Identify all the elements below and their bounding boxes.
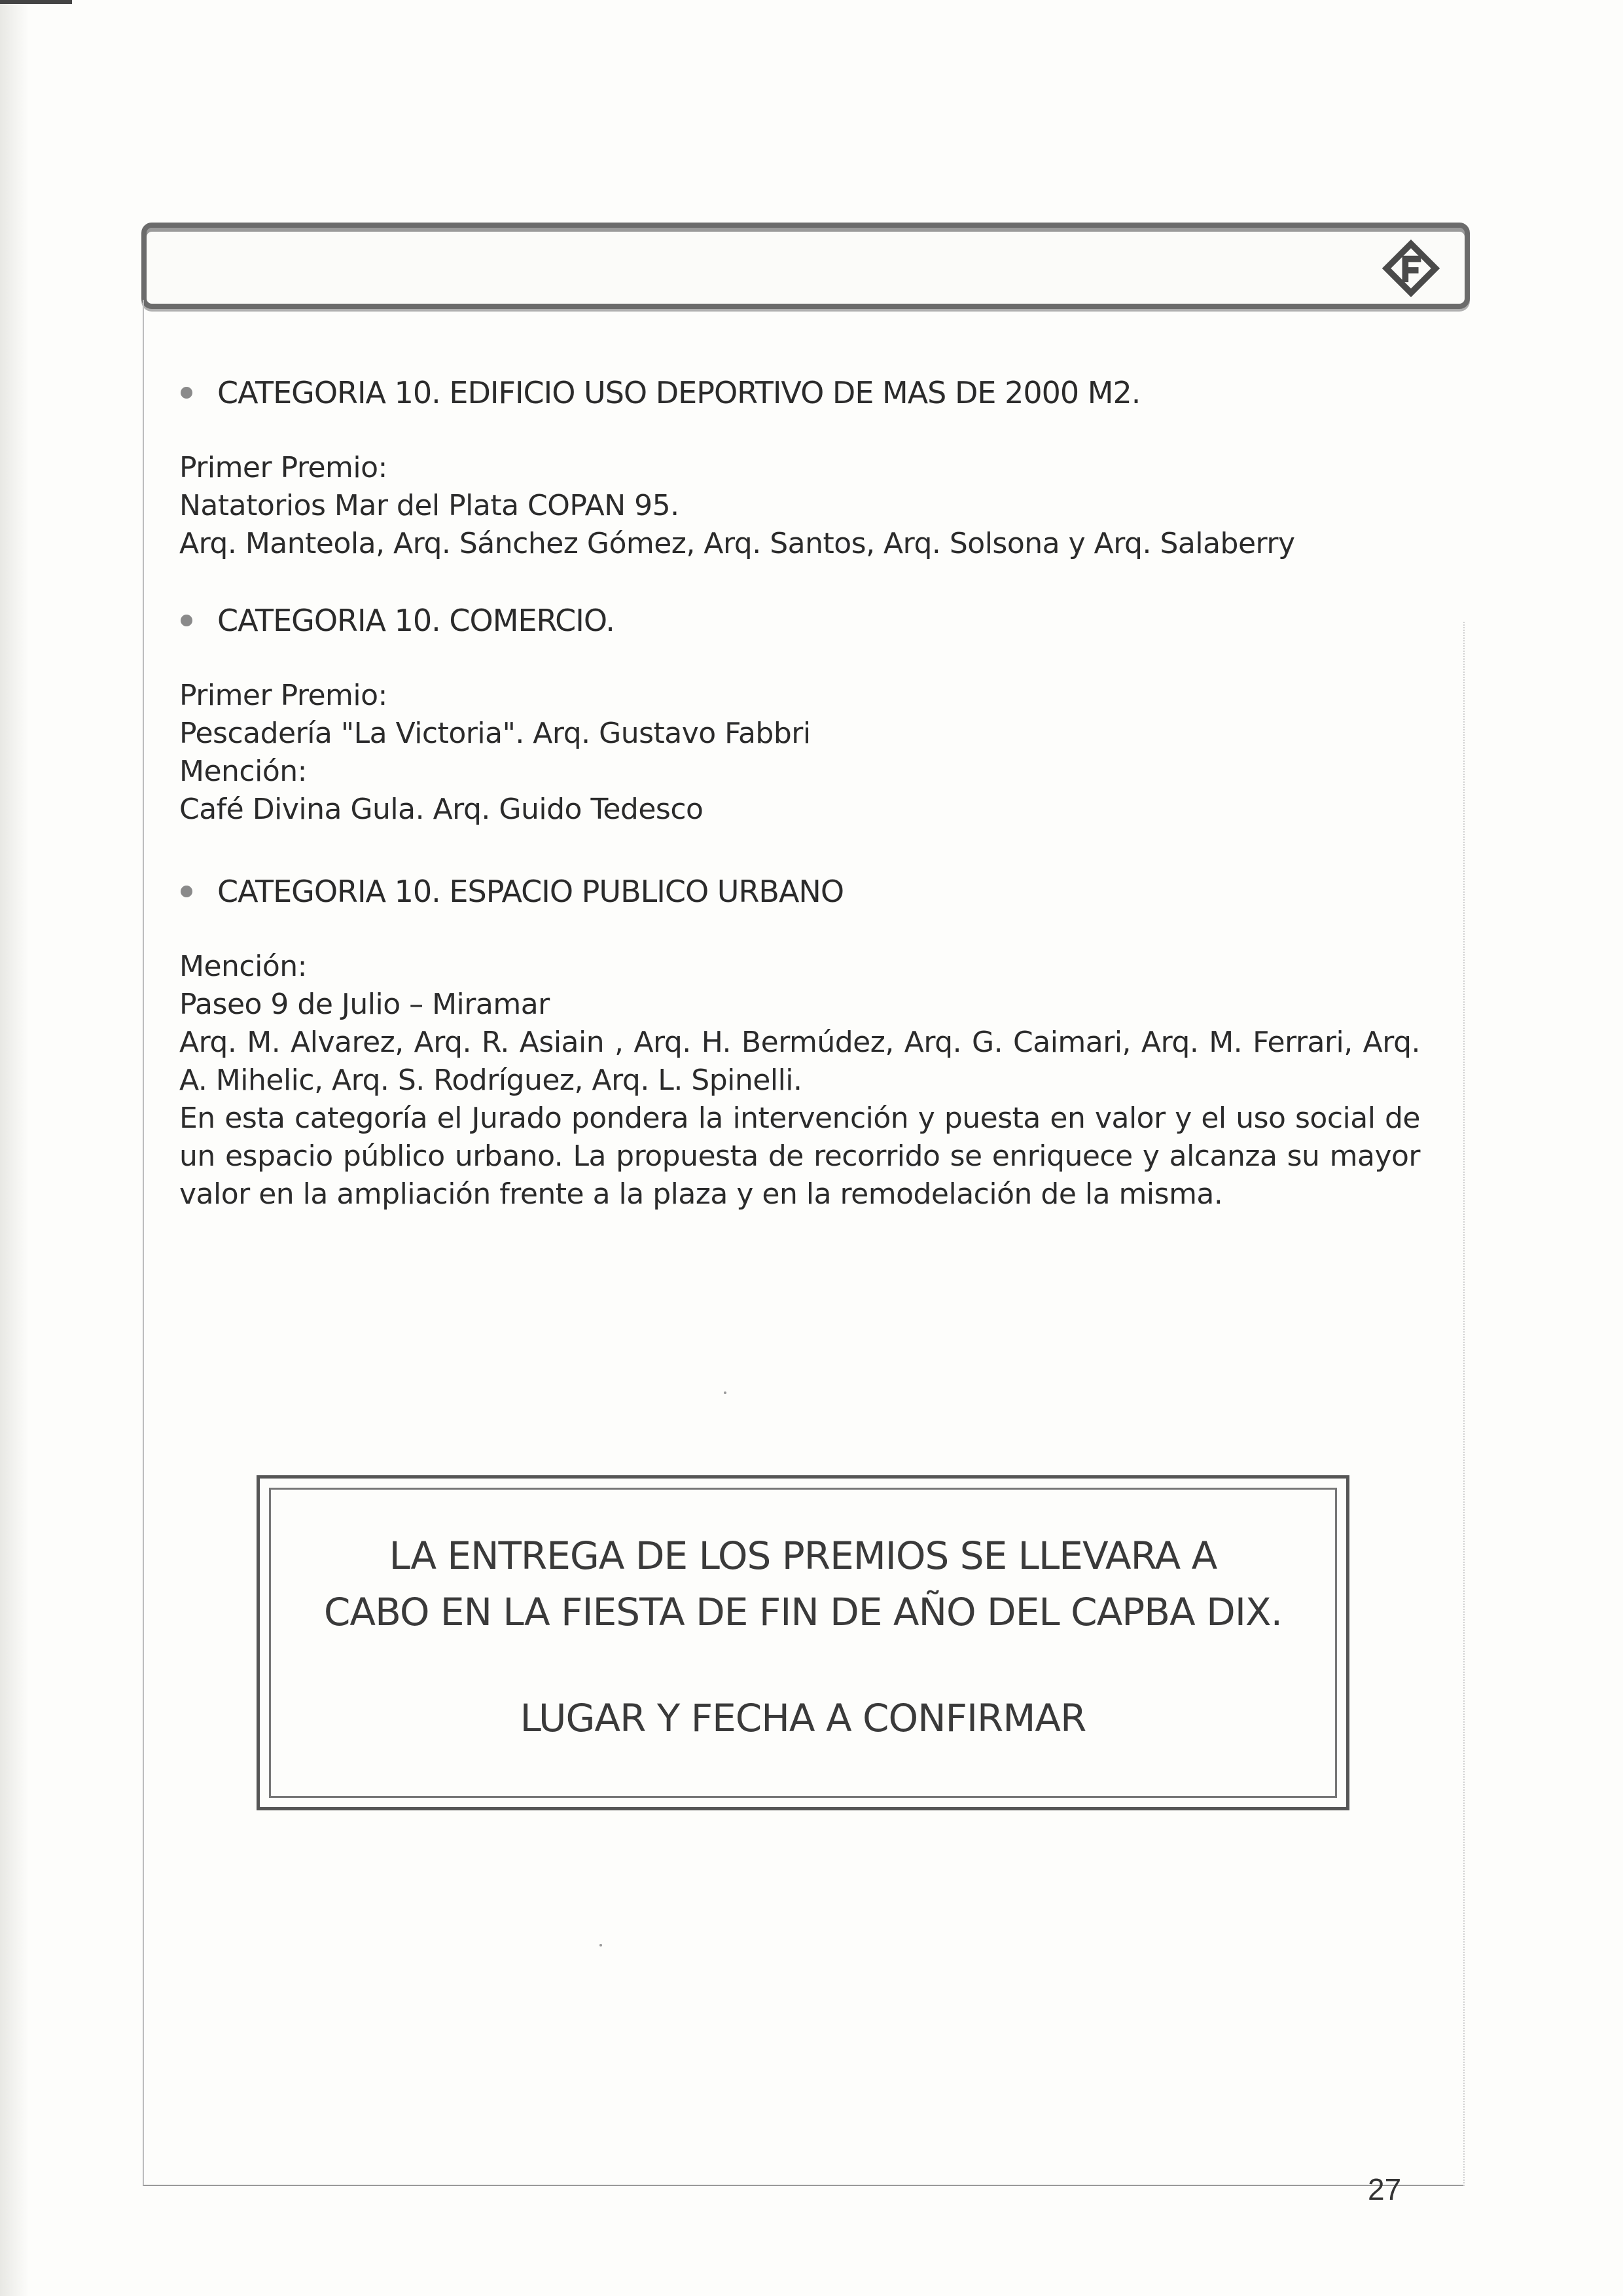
page-number: 27	[1368, 2172, 1402, 2206]
bullet-icon	[181, 387, 192, 399]
heading-text: CATEGORIA 10. EDIFICIO USO DEPORTIVO DE MAS DE 2000 M2.	[217, 375, 1141, 410]
notice-line-1: LA ENTREGA DE LOS PREMIOS SE LLEVARA A	[389, 1534, 1217, 1578]
frame-right-edge	[1463, 622, 1466, 2186]
project-name: Paseo 9 de Julio – Miramar	[179, 988, 550, 1021]
architects-list: Arq. M. Alvarez, Arq. R. Asiain , Arq. H. Bermúdez, Arq. G. Caimari, Arq. M. Ferrari, Arq. A. Mihelic, Arq. S. Rodríguez, Arq. L. Spinelli.	[179, 1026, 1420, 1097]
page-edge-shadow	[0, 0, 29, 2296]
award-label: Mención:	[179, 755, 307, 788]
project-name: Café Divina Gula. Arq. Guido Tedesco	[179, 793, 704, 826]
award-label: Primer Premio:	[179, 451, 387, 484]
page-corner-mark	[0, 0, 72, 4]
architects-list: Arq. Manteola, Arq. Sánchez Gómez, Arq. Santos, Arq. Solsona y Arq. Salaberry	[179, 527, 1295, 560]
award-label: Primer Premio:	[179, 679, 387, 712]
capba-logo-icon	[1380, 237, 1442, 300]
section-heading	[179, 373, 1423, 412]
section-deportivo	[179, 373, 1423, 563]
project-name: Natatorios Mar del Plata COPAN 95.	[179, 489, 679, 522]
content-frame	[143, 300, 1465, 2186]
heading-text: CATEGORIA 10. COMERCIO.	[217, 603, 615, 638]
bullet-icon	[181, 886, 192, 897]
award-label: Mención:	[179, 950, 307, 983]
notice-inner-border	[269, 1488, 1337, 1798]
section-heading	[179, 601, 1423, 640]
section-comercio	[179, 601, 1423, 829]
section-espacio-publico	[179, 872, 1423, 1213]
notice-line-3: LUGAR Y FECHA A CONFIRMAR	[520, 1696, 1086, 1740]
scan-speck	[724, 1391, 726, 1394]
section-heading	[179, 872, 1423, 911]
bullet-icon	[181, 615, 192, 626]
scan-speck	[599, 1944, 602, 1946]
header-bar	[141, 223, 1470, 309]
notice-line-2: CABO EN LA FIESTA DE FIN DE AÑO DEL CAPBA DIX.	[323, 1590, 1283, 1634]
jury-comment: En esta categoría el Jurado pondera la intervención y puesta en valor y el uso social de un espacio público urbano. La propuesta de recorrido se enriquece y alcanza su mayor valor en la ampliación frente a la plaza y en la remodelación de la misma.	[179, 1102, 1420, 1211]
heading-text: CATEGORIA 10. ESPACIO PUBLICO URBANO	[217, 874, 844, 909]
project-name: Pescadería "La Victoria". Arq. Gustavo Fabbri	[179, 717, 811, 750]
notice-box	[257, 1475, 1349, 1810]
